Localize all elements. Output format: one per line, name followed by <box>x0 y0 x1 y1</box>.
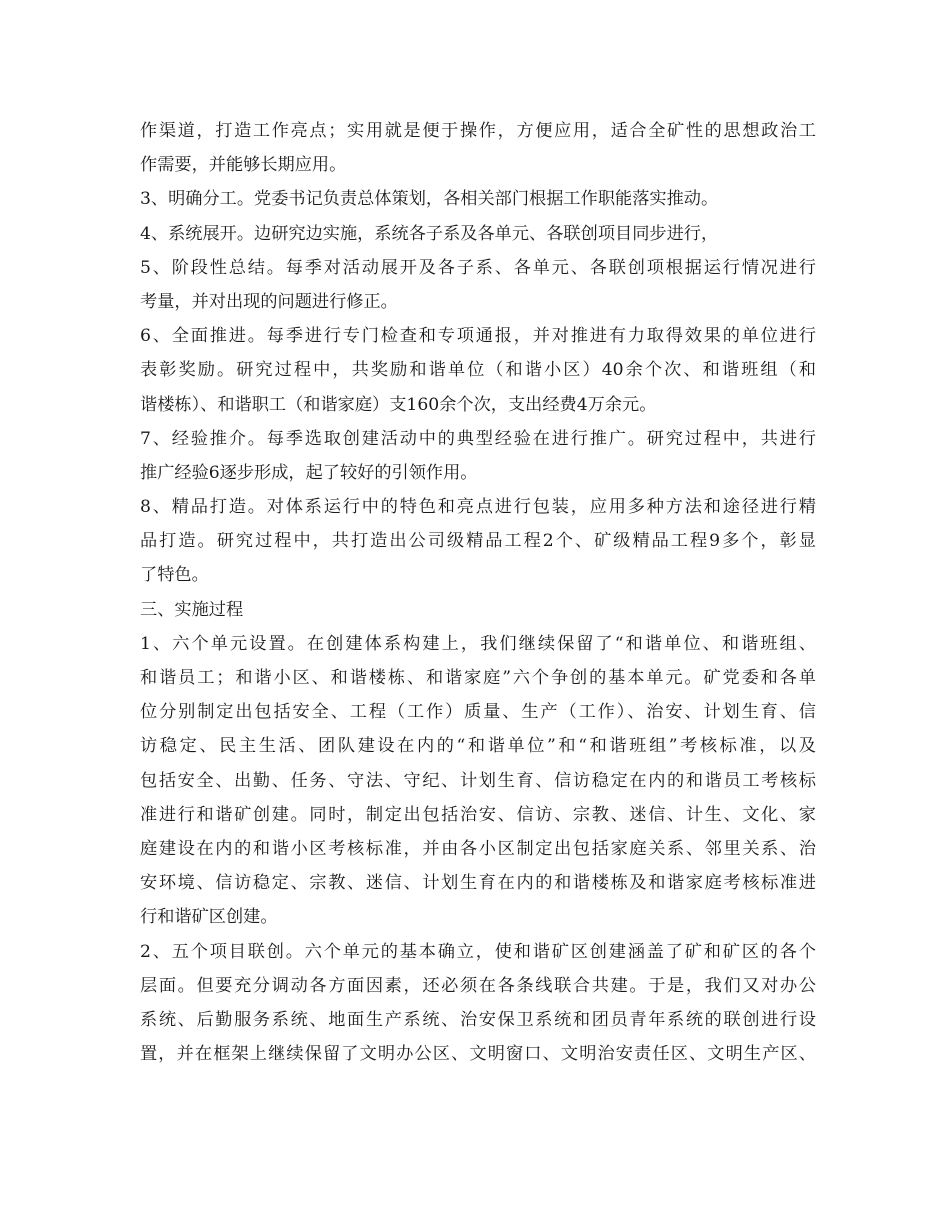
text-line: 包括安全、出勤、任务、守法、守纪、计划生育、信访稳定在内的和谐员工考核标 <box>140 770 816 791</box>
text-line: 置，并在框架上继续保留了文明办公区、文明窗口、文明治安责任区、文明生产区、 <box>140 1044 816 1065</box>
text-line: 5、阶段性总结。每季对活动展开及各子系、各单元、各联创项根据运行情况进行 <box>140 257 816 278</box>
text-line: 表彰奖励。研究过程中，共奖励和谐单位（和谐小区）40余个次、和谐班组（和 <box>140 360 816 381</box>
text-line: 推广经验6逐步形成，起了较好的引领作用。 <box>140 462 478 483</box>
text-line: 8、精品打造。对体系运行中的特色和亮点进行包装，应用多种方法和途径进行精 <box>140 497 816 518</box>
text-line: 和谐员工；和谐小区、和谐楼栋、和谐家庭”六个争创的基本单元。矿党委和各单 <box>140 668 816 688</box>
text-line: 访稳定、民主生活、团队建设在内的“和谐单位”和“和谐班组”考核标准，以及 <box>140 736 816 757</box>
text-line: 了特色。 <box>140 565 209 586</box>
text-line: 庭建设在内的和谐小区考核标准，并由各小区制定出包括家庭关系、邻里关系、治 <box>140 838 816 859</box>
text-line: 品打造。研究过程中，共打造出公司级精品工程2个、矿级精品工程9多个，彰显 <box>140 531 816 552</box>
document-body <box>140 114 816 1071</box>
text-line: 6、全面推进。每季进行专门检查和专项通报，并对推进有力取得效果的单位进行 <box>140 326 816 347</box>
text-line: 行和谐矿区创建。 <box>140 907 278 928</box>
text-line: 准进行和谐矿创建。同时，制定出包括治安、信访、宗教、迷信、计生、文化、家 <box>140 804 816 825</box>
text-line: 三、实施过程 <box>140 599 244 620</box>
text-line: 3、明确分工。党委书记负责总体策划，各相关部门根据工作职能落实推动。 <box>140 189 719 210</box>
text-line: 4、系统展开。边研究边实施，系统各子系及各单元、各联创项目同步进行， <box>140 223 719 244</box>
text-line: 作渠道，打造工作亮点；实用就是便于操作，方便应用，适合全矿性的思想政治工 <box>140 121 816 141</box>
text-line: 谐楼栋）、和谐职工（和谐家庭）支160余个次，支出经费4万余元。 <box>140 394 657 415</box>
text-line: 7、经验推介。每季选取创建活动中的典型经验在进行推广。研究过程中，共进行 <box>140 428 816 449</box>
text-line: 2、五个项目联创。六个单元的基本确立，使和谐矿区创建涵盖了矿和矿区的各个 <box>140 941 816 962</box>
text-line: 考量，并对出现的问题进行修正。 <box>140 291 398 312</box>
text-line: 安环境、信访稳定、宗教、迷信、计划生育在内的和谐楼栋及和谐家庭考核标准进 <box>140 873 816 894</box>
text-line: 作需要，并能够长期应用。 <box>140 155 347 176</box>
text-line: 层面。但要充分调动各方面因素，还必须在各条线联合共建。于是，我们又对办公 <box>140 975 816 996</box>
text-line: 1、六个单元设置。在创建体系构建上，我们继续保留了“和谐单位、和谐班组、 <box>140 633 816 654</box>
text-line: 系统、后勤服务系统、地面生产系统、治安保卫系统和团员青年系统的联创进行设 <box>140 1009 816 1030</box>
text-line: 位分别制定出包括安全、工程（工作）质量、生产（工作）、治安、计划生育、信 <box>140 702 816 723</box>
